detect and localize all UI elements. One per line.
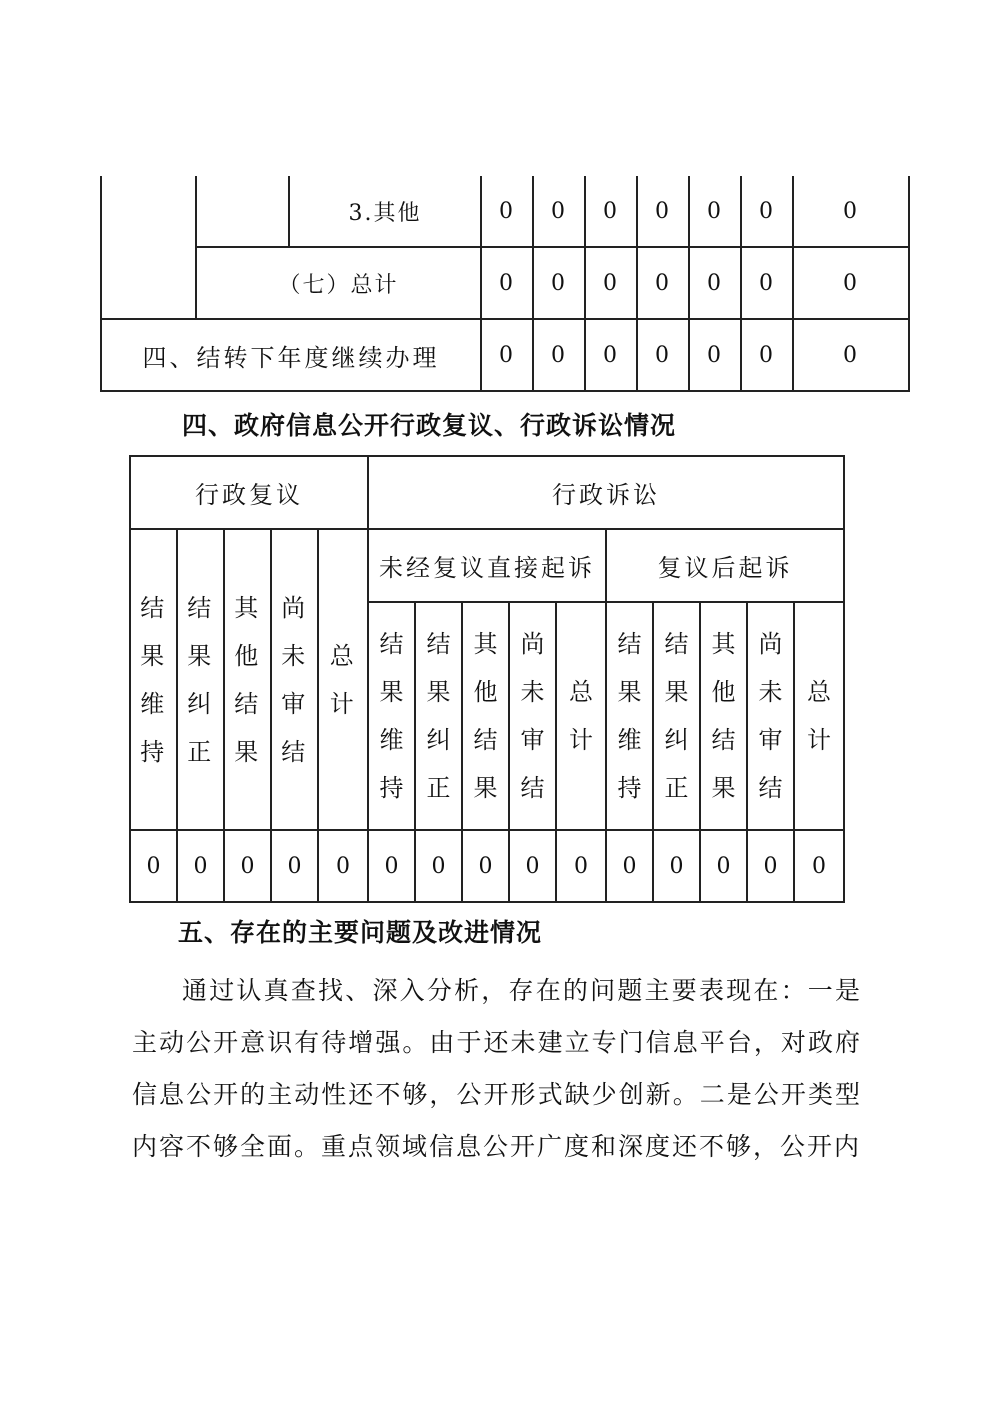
column-header: 尚未审结 <box>271 529 318 830</box>
value-cell: 0 <box>585 176 637 247</box>
column-header: 其他结果 <box>700 602 747 830</box>
value-cell: 0 <box>689 247 741 319</box>
column-header: 尚未审结 <box>747 602 794 830</box>
table-header-row <box>130 456 844 529</box>
litigation-header: 行政诉讼 <box>368 456 844 529</box>
table-header-row <box>130 529 844 602</box>
empty-cell <box>196 176 289 247</box>
value-cell: 0 <box>741 319 793 391</box>
value-cell: 0 <box>556 830 606 902</box>
table-row <box>101 247 909 319</box>
column-header: 其他结果 <box>224 529 271 830</box>
value-cell: 0 <box>637 176 689 247</box>
value-cell: 0 <box>481 176 533 247</box>
value-cell: 0 <box>533 247 585 319</box>
value-cell: 0 <box>689 319 741 391</box>
value-cell: 0 <box>741 176 793 247</box>
value-cell: 0 <box>462 830 509 902</box>
value-cell: 0 <box>794 830 844 902</box>
column-header: 结果维持 <box>130 529 177 830</box>
value-cell: 0 <box>481 247 533 319</box>
value-cell: 0 <box>415 830 462 902</box>
section-heading: 五、存在的主要问题及改进情况 <box>178 918 543 947</box>
review-litigation-table <box>129 455 845 903</box>
table-row <box>101 319 909 391</box>
value-cell: 0 <box>177 830 224 902</box>
column-header: 结果维持 <box>606 602 653 830</box>
column-header: 总计 <box>556 602 606 830</box>
value-cell: 0 <box>368 830 415 902</box>
column-header: 结果维持 <box>368 602 415 830</box>
value-cell: 0 <box>224 830 271 902</box>
value-cell: 0 <box>271 830 318 902</box>
value-cell: 0 <box>689 176 741 247</box>
value-cell: 0 <box>793 247 909 319</box>
value-cell: 0 <box>130 830 177 902</box>
column-header: 结果纠正 <box>177 529 224 830</box>
value-cell: 0 <box>747 830 794 902</box>
column-header: 总计 <box>794 602 844 830</box>
section-heading: 四、政府信息公开行政复议、行政诉讼情况 <box>182 411 677 440</box>
disclosure-table-continued <box>100 176 910 392</box>
column-header: 总计 <box>318 529 368 830</box>
value-cell: 0 <box>509 830 556 902</box>
value-cell: 0 <box>585 247 637 319</box>
row-label: 四、结转下年度继续办理 <box>101 319 481 391</box>
column-header: 结果纠正 <box>653 602 700 830</box>
value-cell: 0 <box>793 319 909 391</box>
table-row <box>101 176 909 247</box>
value-cell: 0 <box>606 830 653 902</box>
row-label: （七）总计 <box>196 247 481 319</box>
value-cell: 0 <box>585 319 637 391</box>
value-cell: 0 <box>793 176 909 247</box>
table-row <box>130 830 844 902</box>
review-header: 行政复议 <box>130 456 368 529</box>
body-paragraph: 通过认真查找、深入分析，存在的问题主要表现在：一是主动公开意识有待增强。由于还未建立专门信息平台，对政府信息公开的主动性还不够，公开形式缺少创新。二是公开类型内容不够全面。重点领域信息公开广度和深度还不够，公开内 <box>132 976 862 1161</box>
empty-cell <box>101 176 196 319</box>
column-header: 尚未审结 <box>509 602 556 830</box>
value-cell: 0 <box>700 830 747 902</box>
value-cell: 0 <box>481 319 533 391</box>
value-cell: 0 <box>318 830 368 902</box>
after-review-header: 复议后起诉 <box>606 529 844 602</box>
value-cell: 0 <box>653 830 700 902</box>
value-cell: 0 <box>637 247 689 319</box>
value-cell: 0 <box>533 176 585 247</box>
value-cell: 0 <box>637 319 689 391</box>
direct-suit-header: 未经复议直接起诉 <box>368 529 606 602</box>
value-cell: 0 <box>533 319 585 391</box>
row-label: 3.其他 <box>289 176 481 247</box>
value-cell: 0 <box>741 247 793 319</box>
column-header: 结果纠正 <box>415 602 462 830</box>
column-header: 其他结果 <box>462 602 509 830</box>
